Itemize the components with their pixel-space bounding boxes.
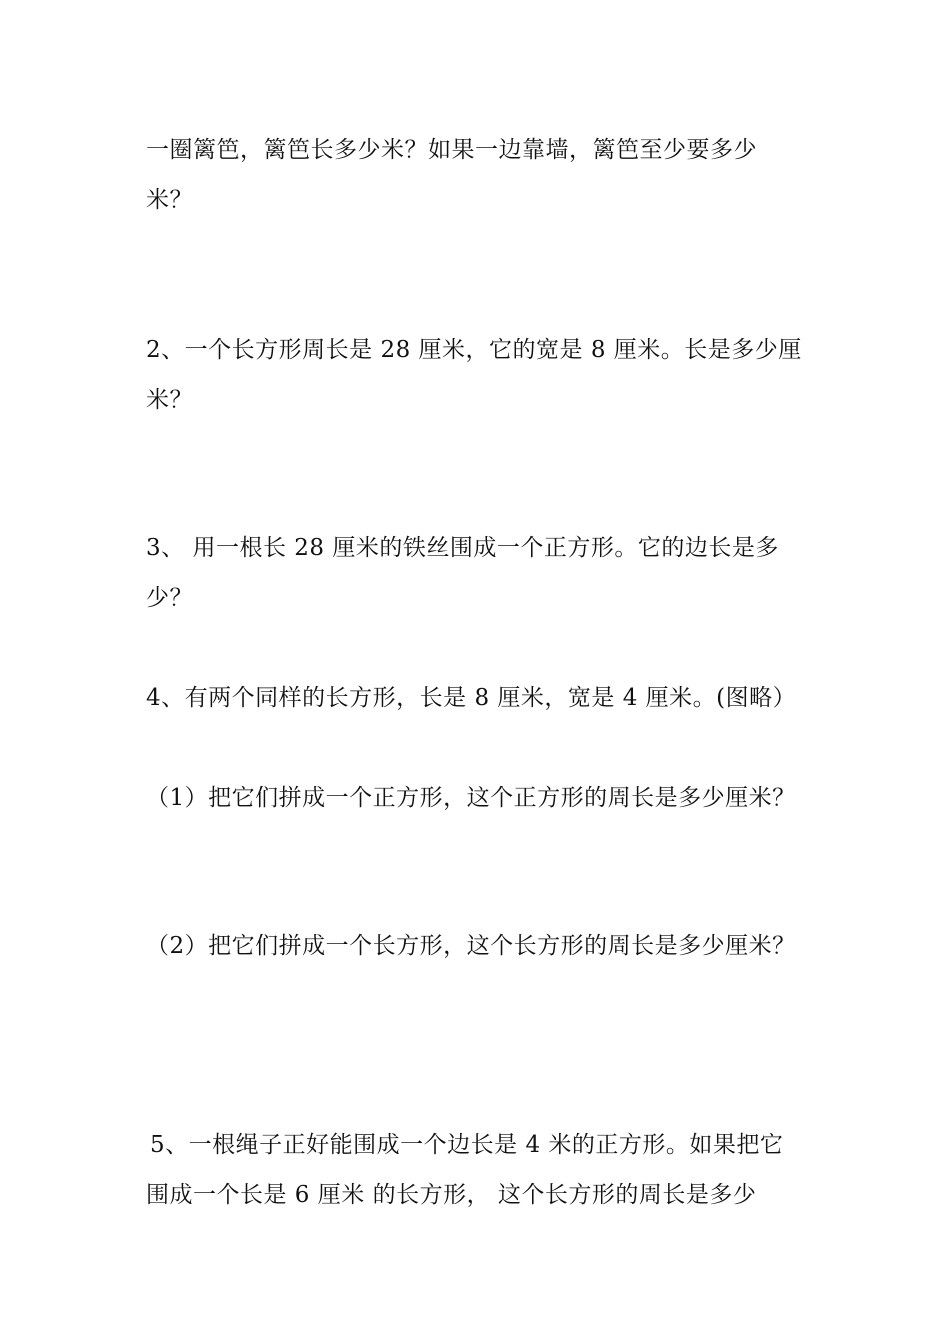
question-4-part-2: （2）把它们拼成一个长方形，这个长方形的周长是多少厘米？ xyxy=(146,933,796,959)
text-line: 米？ xyxy=(146,387,193,413)
question-4: 4、有两个同样的长方形，长是 8 厘米，宽是 4 厘米。(图略） xyxy=(146,685,797,711)
text-line: 一圈篱笆，篱笆长多少米？如果一边靠墙，篱笆至少要多少 xyxy=(146,137,757,163)
question-5: 5、一根绳子正好能围成一个边长是 4 米的正方形。如果把它 xyxy=(150,1132,784,1158)
text-line: 少？ xyxy=(146,585,193,611)
question-2: 2、一个长方形周长是 28 厘米，它的宽是 8 厘米。长是多少厘 xyxy=(146,337,802,363)
question-3: 3、 用一根长 28 厘米的铁丝围成一个正方形。它的边长是多 xyxy=(146,535,779,561)
question-4-part-1: （1）把它们拼成一个正方形，这个正方形的周长是多少厘米？ xyxy=(146,785,796,811)
text-line: 围成一个长是 6 厘米 的长方形， 这个长方形的周长是多少 xyxy=(146,1182,757,1208)
text-line: 米？ xyxy=(146,187,193,213)
